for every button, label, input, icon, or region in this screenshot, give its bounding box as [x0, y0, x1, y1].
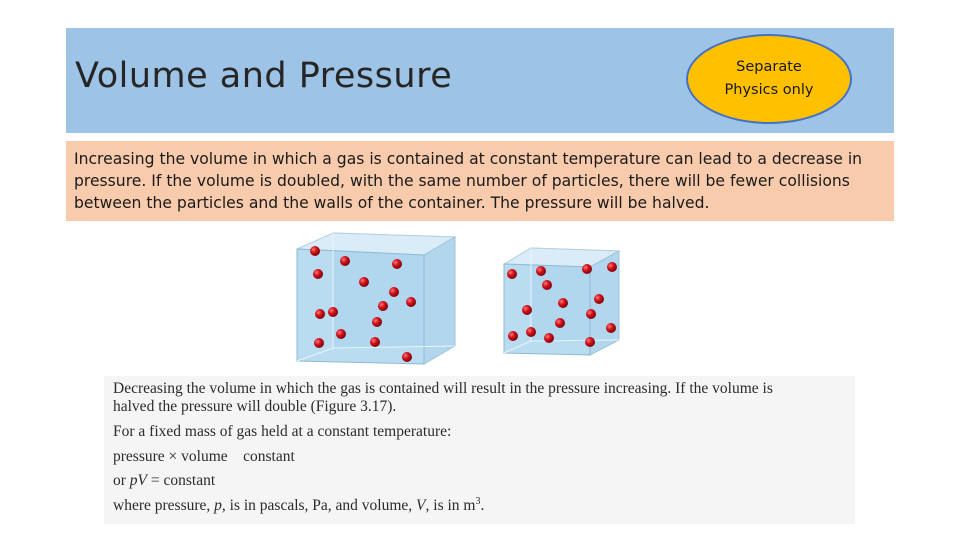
particle	[406, 297, 416, 307]
particle	[522, 305, 532, 315]
excerpt-line-6	[113, 497, 484, 515]
units-text-d: .	[480, 497, 485, 514]
particle	[336, 329, 346, 339]
particle	[328, 307, 338, 317]
formula-suffix: = constant	[147, 472, 216, 489]
particle	[315, 309, 325, 319]
particle	[526, 327, 536, 337]
symbol-p: p	[129, 472, 138, 489]
excerpt-line-3: For a fixed mass of gas held at a constant temperature:	[113, 423, 452, 440]
particle	[507, 269, 517, 279]
particle	[378, 301, 388, 311]
units-symbol-p: p	[214, 497, 222, 514]
particle	[340, 256, 350, 266]
particle	[607, 262, 617, 272]
particle	[594, 294, 604, 304]
units-symbol-v: V	[416, 497, 426, 514]
units-text-a: where pressure,	[113, 497, 215, 514]
particle	[314, 338, 324, 348]
particle	[582, 264, 592, 274]
particle	[585, 337, 595, 347]
particle	[536, 266, 546, 276]
excerpt-line-4: pressure × volume constant	[113, 448, 295, 465]
particle	[544, 333, 554, 343]
particle	[313, 269, 323, 279]
units-text-b: , is in pascals, Pa, and volume,	[221, 497, 417, 514]
particle	[402, 352, 412, 362]
particle	[558, 298, 568, 308]
description-box: Increasing the volume in which a gas is contained at constant temperature can lead to a decrease in pressure. If the volume is doubled, with the same number of particles, there will be fewer collisions between the particles and the walls of the container. The pressure will be halved.	[66, 141, 894, 221]
excerpt-line-5	[113, 472, 215, 490]
slide-title: Volume and Pressure	[75, 56, 453, 96]
formula-prefix: or	[113, 472, 130, 489]
title-bar	[66, 28, 894, 133]
particle	[370, 337, 380, 347]
particle	[310, 246, 320, 256]
badge-line-1: Separate	[736, 58, 802, 75]
particle	[542, 280, 552, 290]
particle	[555, 318, 565, 328]
gas-boxes-diagram	[291, 221, 632, 374]
particle	[389, 287, 399, 297]
excerpt-line-2: halved the pressure will double (Figure 3.17).	[113, 398, 397, 415]
particle	[508, 331, 518, 341]
units-text-c: , is in m	[425, 497, 476, 514]
badge-line-2: Physics only	[724, 82, 814, 98]
units-exponent: 3	[475, 495, 481, 507]
particle	[606, 323, 616, 333]
particle	[372, 317, 382, 327]
gas-particles-figure	[291, 221, 632, 374]
particle	[586, 309, 596, 319]
particle	[359, 277, 369, 287]
symbol-v: V	[137, 472, 148, 489]
textbook-excerpt	[104, 376, 855, 524]
particle	[392, 259, 402, 269]
separate-physics-badge	[686, 34, 852, 124]
excerpt-line-1: Decreasing the volume in which the gas is contained will result in the pressure increasing. If the volume is	[113, 380, 773, 397]
